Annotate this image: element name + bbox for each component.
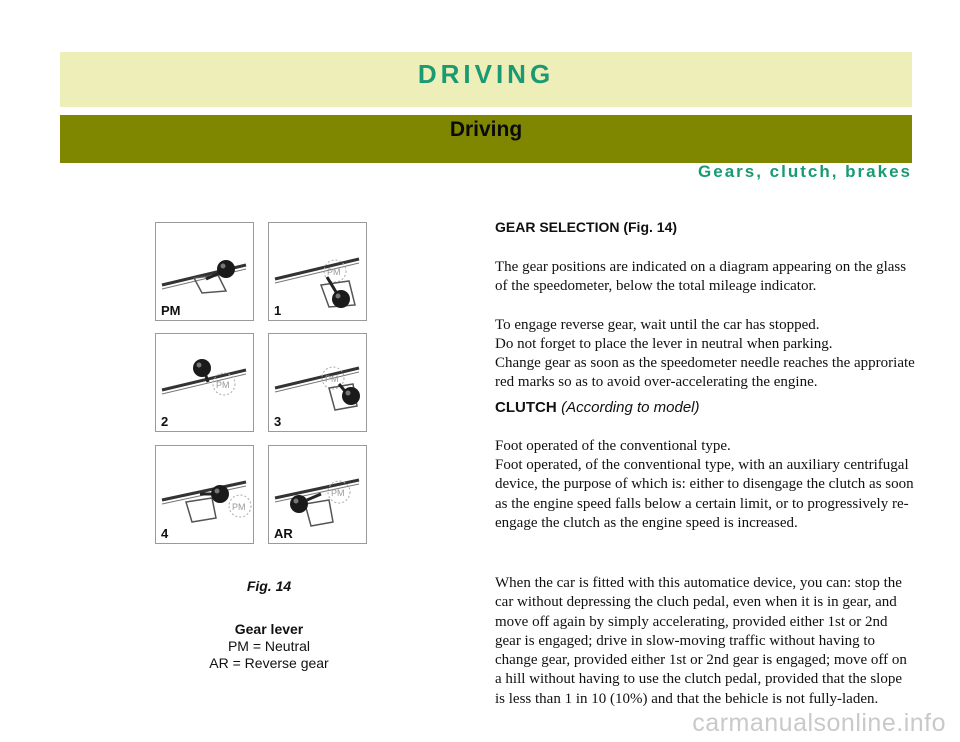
section-title: Driving: [449, 118, 523, 141]
clutch-subheading: (According to model): [561, 399, 700, 416]
gear-lever-second-illustration: [156, 334, 253, 431]
panel-label: AR: [274, 526, 293, 541]
gear-selection-line-change: Change gear as soon as the speedometer needle reaches the approriate red marks so as to avoid over-accelerating the engine.: [495, 355, 915, 391]
panel-label: 3: [274, 414, 282, 429]
gear-panel-pm: [155, 222, 254, 321]
clutch-line-conventional: Foot operated of the conventional type.: [495, 438, 731, 454]
gear-panel-3: [268, 333, 367, 432]
gear-selection-heading: GEAR SELECTION (Fig. 14): [495, 219, 678, 235]
clutch-paragraph-automatic: When the car is fitted with this automatice device, you can: stop the car without depressing the cluch pedal, even when it is in gear, and move off again by simply accelerating, provided either 1st or 2nd gear is engaged; drive in slow-moving traffic without having to change gear, provided either 1st or 2nd gear is engaged; move off on a hill without having to use the clutch pedal, provided that the slope is less than 1 in 10 (10%) and that the behicle is not fully-laden.: [495, 575, 907, 707]
figure-legend-neutral: PM = Neutral: [227, 638, 311, 654]
gear-panel-ar: [268, 445, 367, 544]
ghost-pm-label: PM: [232, 502, 246, 512]
gear-panel-1: [268, 222, 367, 321]
chapter-banner: [60, 52, 912, 107]
gear-selection-line-reverse: To engage reverse gear, wait until the car has stopped.: [495, 317, 820, 333]
gear-lever-first-illustration: [269, 223, 366, 320]
gear-panel-4: [155, 445, 254, 544]
chapter-title: DRIVING: [417, 59, 555, 89]
figure-title: Gear lever: [234, 621, 304, 637]
gear-panel-2: [155, 333, 254, 432]
ghost-pm-label: PM: [331, 488, 345, 498]
gear-selection-line-neutral: Do not forget to place the lever in neutral when parking.: [495, 336, 833, 352]
clutch-paragraph-centrifugal: Foot operated, of the conventional type, with an auxiliary centrifugal device, the purpose of which is: either to disengage the clutch as soon as the engine speed falls below a certain limit, or to progressively re-engage the clutch as the engine speed is increased.: [495, 457, 914, 531]
ghost-pm-label: PM: [327, 267, 341, 277]
section-banner: [60, 115, 912, 163]
watermark: carmanualsonline.info: [692, 709, 946, 737]
panel-label: 1: [274, 303, 282, 318]
clutch-heading: CLUTCH: [495, 399, 557, 416]
gear-lever-fourth-illustration: [156, 446, 253, 543]
panel-label: 2: [161, 414, 169, 429]
gear-selection-paragraph-1: The gear positions are indicated on a diagram appearing on the glass of the speedometer, below the total mileage indicator.: [495, 259, 907, 295]
panel-label: PM: [161, 303, 181, 318]
subsection-title: Gears, clutch, brakes: [698, 162, 912, 181]
ghost-pm-label: PM: [216, 380, 230, 390]
figure-number: Fig. 14: [246, 578, 292, 594]
gear-lever-third-illustration: [269, 334, 366, 431]
clutch-heading-row: [495, 399, 915, 417]
figure-legend-reverse: AR = Reverse gear: [209, 655, 329, 671]
ghost-pm-label: PM: [325, 374, 339, 384]
panel-label: 4: [161, 526, 169, 541]
